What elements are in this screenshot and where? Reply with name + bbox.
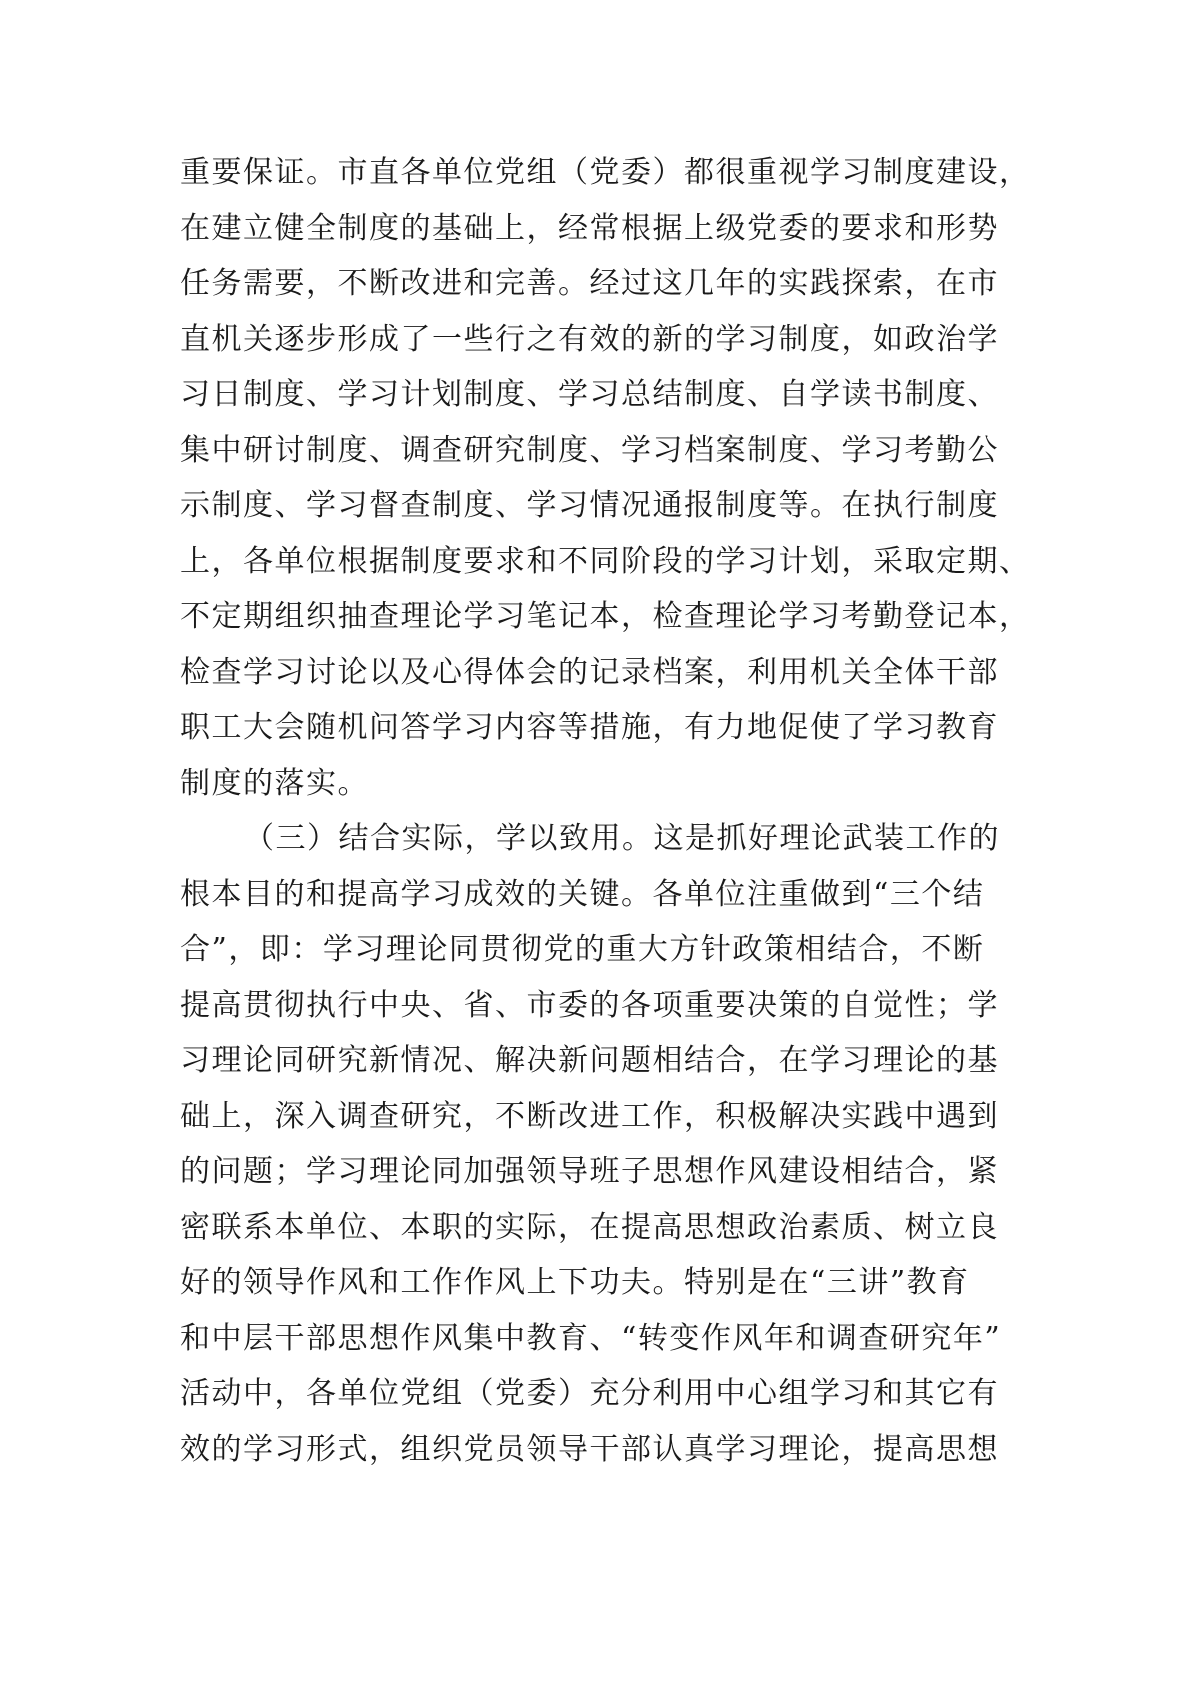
- text-line: 示制度、学习督查制度、学习情况通报制度等。在执行制度: [180, 488, 999, 523]
- text-line: 效的学习形式，组织党员领导干部认真学习理论，提高思想: [180, 1431, 999, 1467]
- text-line: 职工大会随机问答学习内容等措施，有力地促使了学习教育: [180, 710, 999, 745]
- text-line: 直机关逐步形成了一些行之有效的新的学习制度，如政治学: [180, 321, 999, 357]
- text-line: 密联系本单位、本职的实际，在提高思想政治素质、树立良: [180, 1209, 999, 1245]
- text-line: 的问题；学习理论同加强领导班子思想作风建设相结合，紧: [180, 1154, 999, 1189]
- paragraph-1: [180, 145, 1031, 811]
- section-heading-line: （三）结合实际，学以致用。这是抓好理论武装工作的: [244, 821, 1000, 856]
- text-line: 活动中，各单位党组（党委）充分利用中心组学习和其它有: [180, 1376, 999, 1411]
- text-line: 不定期组织抽查理论学习笔记本，检查理论学习考勤登记本，: [180, 599, 1031, 634]
- paragraph-2: [180, 811, 1010, 1477]
- text-line: 合”，即：学习理论同贯彻党的重大方针政策相结合，不断: [180, 932, 985, 967]
- document-body: [180, 145, 1031, 1477]
- text-line: 检查学习讨论以及心得体会的记录档案，利用机关全体干部: [180, 654, 999, 690]
- text-line: 和中层干部思想作风集中教育、“转变作风年和调查研究年”: [180, 1320, 1002, 1356]
- text-line: 重要保证。市直各单位党组（党委）都很重视学习制度建设，: [180, 155, 1031, 190]
- text-line: 集中研讨制度、调查研究制度、学习档案制度、学习考勤公: [180, 432, 999, 468]
- text-line: 在建立健全制度的基础上，经常根据上级党委的要求和形势: [180, 210, 999, 246]
- text-line: 根本目的和提高学习成效的关键。各单位注重做到“三个结: [180, 876, 985, 912]
- text-line: 习理论同研究新情况、解决新问题相结合，在学习理论的基: [180, 1043, 999, 1078]
- text-line: 任务需要，不断改进和完善。经过这几年的实践探索，在市: [180, 266, 999, 301]
- text-line: 上，各单位根据制度要求和不同阶段的学习计划，采取定期、: [180, 543, 1031, 579]
- text-line: 提高贯彻执行中央、省、市委的各项重要决策的自觉性；学: [180, 987, 999, 1023]
- text-line: 制度的落实。: [180, 765, 369, 801]
- text-line: 础上，深入调查研究，不断改进工作，积极解决实践中遇到: [180, 1098, 999, 1134]
- text-line: 好的领导作风和工作作风上下功夫。特别是在“三讲”教育: [180, 1265, 970, 1300]
- text-line: 习日制度、学习计划制度、学习总结制度、自学读书制度、: [180, 377, 999, 412]
